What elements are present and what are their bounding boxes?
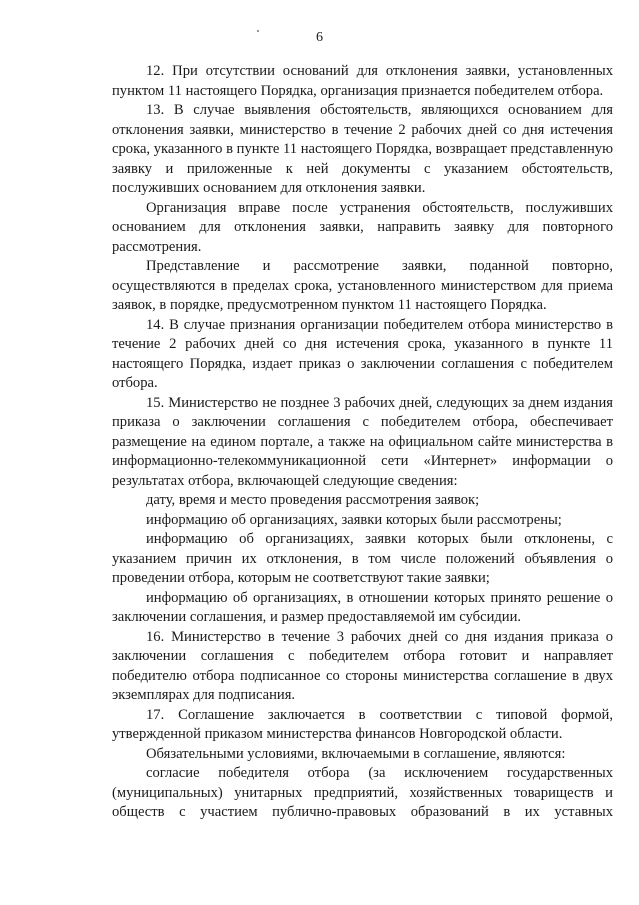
- paragraph-15: 15. Министерство не позднее 3 рабочих дней, следующих за днем издания приказа о заключении соглашения с победителем отбора, обеспечивает размещение на едином портале, а также на официальном сайте министерства в информационно-телекоммуникационной сети «Интернет» информации о результатах отбора, включающей следующие сведения:: [112, 394, 613, 489]
- list-item-date: дату, время и место проведения рассмотрения заявок;: [146, 492, 480, 508]
- list-item-rejected: информацию об организациях, заявки которых были отклонены, с указанием причин их отклонения, в том числе положений объявления о проведении отбора, которым не соответствуют такие заявки;: [112, 531, 613, 586]
- paragraph-13-review: Представление и рассмотрение заявки, поданной повторно, осуществляются в пределах срока, установленного министерством для приема заявок, в порядке, предусмотренном пунктом 11 настоящего Порядка.: [112, 258, 613, 313]
- paragraph-16: 16. Министерство в течение 3 рабочих дней со дня издания приказа о заключении соглашения с победителем отбора готовит и направляет победителю отбора подписанное со стороны министерства соглашение в двух экземплярах для подписания.: [112, 628, 613, 703]
- paragraph-17: 17. Соглашение заключается в соответствии с типовой формой, утвержденной приказом министерства финансов Новгородской области.: [112, 706, 613, 742]
- paragraph-13: 13. В случае выявления обстоятельств, являющихся основанием для отклонения заявки, министерство в течение 2 рабочих дней со дня истечения срока, указанного в пункте 11 настоящего Порядка, возвращает представленную заявку и приложенные к ней документы с указанием обстоятельств, послуживших основанием для отклонения заявки.: [112, 102, 613, 196]
- page-number: 6: [316, 30, 323, 45]
- list-item-agreement: информацию об организациях, в отношении которых принято решение о заключении соглашения, и размер предоставляемой им субсидии.: [112, 589, 613, 625]
- document-body: [112, 62, 613, 823]
- paragraph-17-conditions: Обязательными условиями, включаемыми в соглашение, являются:: [146, 745, 566, 762]
- paragraph-17-consent: согласие победителя отбора (за исключением государственных (муниципальных) унитарных предприятий, хозяйственных товариществ и обществ с участием публично-правовых образований в их уставных: [112, 765, 613, 820]
- paragraph-12: 12. При отсутствии оснований для отклонения заявки, установленных пунктом 11 настоящего Порядка, организация признается победителем отбора.: [112, 63, 613, 99]
- list-item-reviewed: информацию об организациях, заявки которых были рассмотрены;: [146, 511, 562, 528]
- paragraph-14: 14. В случае признания организации победителем отбора министерство в течение 2 рабочих дней со дня истечения срока, указанного в пункте 11 настоящего Порядка, издает приказ о заключении соглашения с победителем отбора.: [112, 316, 613, 391]
- paragraph-13-resubmit: Организация вправе после устранения обстоятельств, послуживших основанием для отклонения заявки, направить заявку для повторного рассмотрения.: [112, 199, 613, 255]
